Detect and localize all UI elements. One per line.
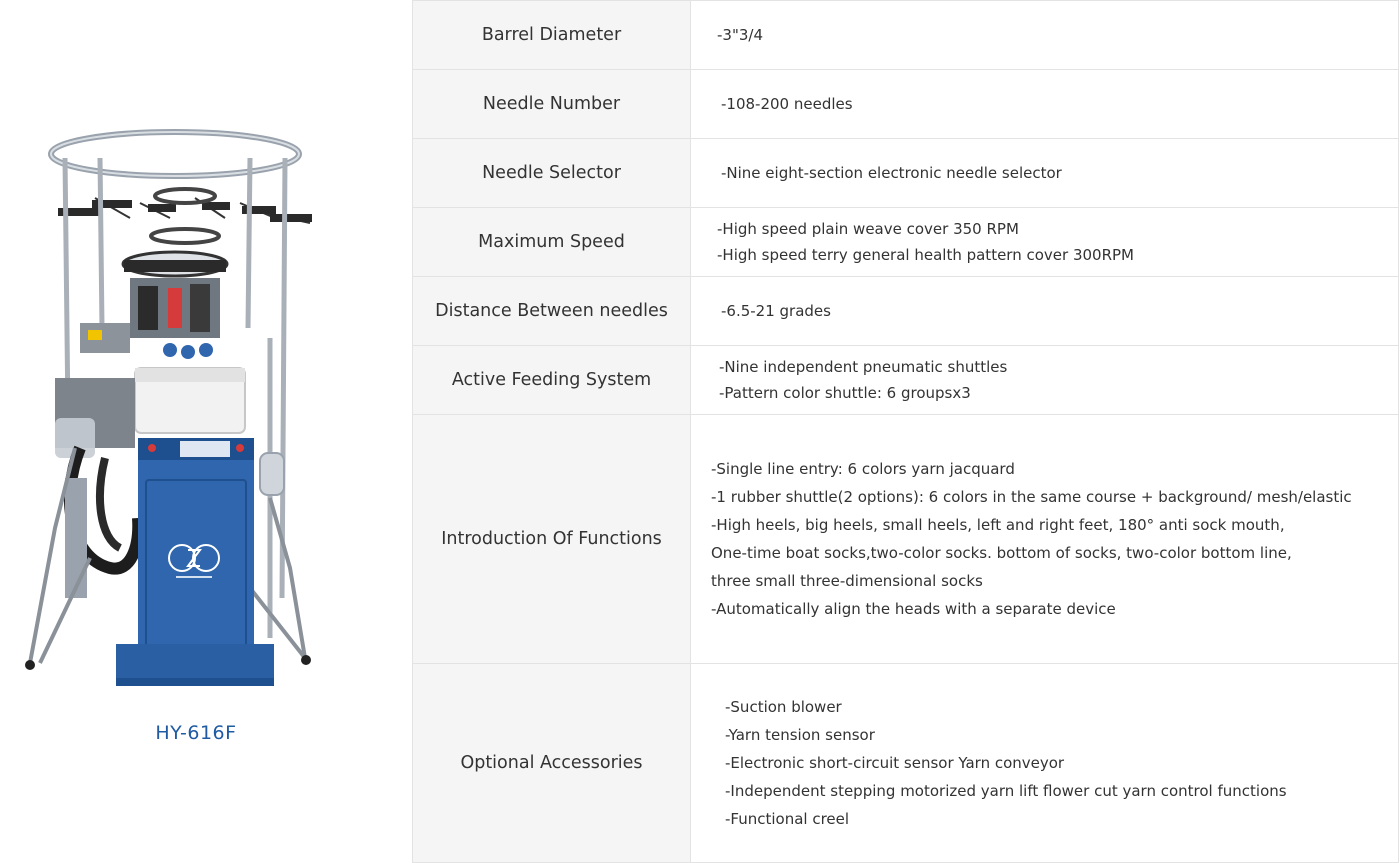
spec-row xyxy=(413,415,1399,664)
model-name: HY-616F xyxy=(155,722,237,744)
spec-row xyxy=(413,70,1399,139)
spec-value: -Nine eight-section electronic needle selector xyxy=(691,139,1399,208)
spec-row xyxy=(413,664,1399,863)
product-panel xyxy=(0,0,412,863)
spec-label: Needle Selector xyxy=(413,139,691,208)
spec-label: Distance Between needles xyxy=(413,277,691,346)
spec-row xyxy=(413,277,1399,346)
spec-label: Maximum Speed xyxy=(413,208,691,277)
spec-label: Needle Number xyxy=(413,70,691,139)
spec-label: Active Feeding System xyxy=(413,346,691,415)
spec-row xyxy=(413,139,1399,208)
spec-label: Optional Accessories xyxy=(413,664,691,863)
spec-label: Introduction Of Functions xyxy=(413,415,691,664)
spec-label: Barrel Diameter xyxy=(413,1,691,70)
spec-row xyxy=(413,208,1399,277)
spec-row xyxy=(413,1,1399,70)
spec-value: -108-200 needles xyxy=(691,70,1399,139)
spec-value: -Nine independent pneumatic shuttles -Pattern color shuttle: 6 groupsx3 xyxy=(691,346,1399,415)
spec-value: -High speed plain weave cover 350 RPM -High speed terry general health pattern cover 300RPM xyxy=(691,208,1399,277)
spec-value: -Single line entry: 6 colors yarn jacquard -1 rubber shuttle(2 options): 6 colors in the same course + background/ mesh/elastic -High heels, big heels, small heels, left and right feet, 180° anti sock mouth, One-time boat socks,two-color socks. bottom of socks, two-color bottom line, three small three-dimensional socks -Automatically align the heads with a separate device xyxy=(691,415,1399,664)
spec-table xyxy=(412,0,1399,863)
spec-value: -6.5-21 grades xyxy=(691,277,1399,346)
spec-row xyxy=(413,346,1399,415)
sock-knitting-machine-image xyxy=(20,118,330,698)
spec-value: -3"3/4 xyxy=(691,1,1399,70)
spec-value: -Suction blower -Yarn tension sensor -Electronic short-circuit sensor Yarn conveyor -Independent stepping motorized yarn lift flower cut yarn control functions -Functional creel xyxy=(691,664,1399,863)
